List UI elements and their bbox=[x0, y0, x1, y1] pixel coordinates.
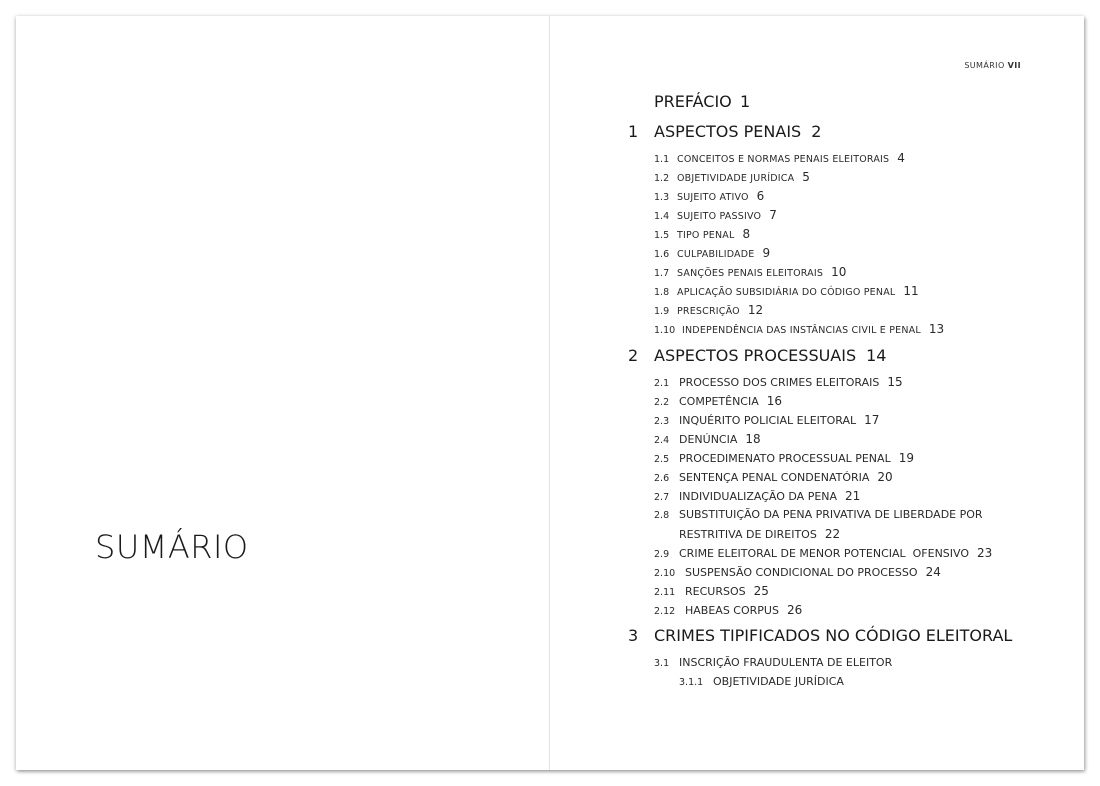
toc-section[interactable] bbox=[654, 413, 879, 429]
section-number: 1.4 bbox=[654, 211, 670, 222]
section-title: CRIME ELEITORAL DE MENOR POTENCIAL OFENSIVO bbox=[679, 547, 970, 560]
section-title: OBJETIVIDADE JURÍDICA bbox=[677, 173, 795, 184]
section-page: 21 bbox=[845, 489, 861, 503]
toc-section[interactable] bbox=[654, 208, 777, 224]
section-title: PROCESSO DOS CRIMES ELEITORAIS bbox=[679, 376, 880, 389]
section-page: 9 bbox=[762, 246, 771, 260]
book-spread bbox=[16, 16, 1084, 770]
section-number: 1.9 bbox=[654, 306, 670, 317]
right-page bbox=[550, 16, 1084, 770]
section-title: TIPO PENAL bbox=[677, 230, 735, 241]
section-number: 2.8 bbox=[654, 510, 670, 521]
section-number: 2.4 bbox=[654, 435, 670, 446]
section-title: SANÇÕES PENAIS ELEITORAIS bbox=[677, 268, 824, 279]
toc-section[interactable] bbox=[654, 284, 919, 300]
subsection-number: 3.1.1 bbox=[679, 677, 704, 688]
toc-section[interactable] bbox=[654, 656, 892, 671]
section-number: 2.5 bbox=[654, 454, 670, 465]
section-title-continuation: RESTRITIVA DE DIREITOS bbox=[679, 528, 817, 541]
section-page: 20 bbox=[877, 470, 893, 484]
subsection-title: OBJETIVIDADE JURÍDICA bbox=[713, 675, 844, 688]
section-title: SUBSTITUIÇÃO DA PENA PRIVATIVA DE LIBERDADE POR bbox=[679, 508, 983, 521]
running-head-label: SUMÁRIO bbox=[964, 61, 1005, 70]
section-title: SUSPENSÃO CONDICIONAL DO PROCESSO bbox=[685, 566, 918, 579]
section-page: 4 bbox=[897, 151, 905, 165]
section-title: RECURSOS bbox=[685, 585, 746, 598]
running-head bbox=[964, 61, 1021, 70]
section-number: 1.3 bbox=[654, 192, 670, 203]
section-title: COMPETÊNCIA bbox=[679, 395, 759, 408]
toc-section[interactable] bbox=[654, 227, 750, 243]
section-page: 11 bbox=[903, 284, 919, 298]
section-number: 1.5 bbox=[654, 230, 670, 241]
section-page: 7 bbox=[769, 208, 777, 222]
section-number: 3.1 bbox=[654, 658, 670, 669]
section-title: APLICAÇÃO SUBSIDIÁRIA DO CÓDIGO PENAL bbox=[677, 287, 896, 298]
section-page: 5 bbox=[802, 170, 810, 184]
toc-section[interactable] bbox=[654, 189, 764, 205]
section-page: 6 bbox=[756, 189, 765, 203]
toc-section[interactable] bbox=[654, 170, 810, 186]
section-number: 1.8 bbox=[654, 287, 670, 298]
chapter-title: ASPECTOS PROCESSUAIS 14 bbox=[654, 346, 887, 365]
section-number: 2.7 bbox=[654, 492, 670, 503]
section-title: SUJEITO PASSIVO bbox=[677, 211, 762, 222]
chapter-number: 1 bbox=[628, 122, 639, 141]
section-title: INSCRIÇÃO FRAUDULENTA DE ELEITOR bbox=[679, 656, 893, 669]
section-page: 17 bbox=[864, 413, 880, 427]
section-title: DENÚNCIA bbox=[679, 433, 738, 446]
section-title: SENTENÇA PENAL CONDENATÓRIA bbox=[679, 471, 870, 484]
section-page: 26 bbox=[786, 603, 803, 617]
toc-preface-page: 1 bbox=[740, 92, 751, 111]
toc-section[interactable] bbox=[654, 470, 893, 486]
section-title: PROCEDIMENATO PROCESSUAL PENAL bbox=[679, 452, 891, 465]
section-number: 2.1 bbox=[654, 378, 670, 389]
page-title: SUMÁRIO bbox=[95, 528, 249, 566]
toc-subsection[interactable] bbox=[679, 675, 844, 690]
section-title: HABEAS CORPUS bbox=[685, 604, 779, 617]
section-page: 10 bbox=[831, 265, 847, 279]
toc-section[interactable] bbox=[654, 394, 782, 410]
chapter-title: CRIMES TIPIFICADOS NO CÓDIGO ELEITORAL bbox=[654, 626, 1013, 645]
section-page: 19 bbox=[898, 451, 914, 465]
toc-section[interactable] bbox=[654, 303, 763, 319]
section-page: 22 bbox=[824, 527, 841, 541]
section-page: 16 bbox=[766, 394, 783, 408]
section-page: 13 bbox=[928, 322, 945, 336]
section-title: INDIVIDUALIZAÇÃO DA PENA bbox=[679, 490, 838, 503]
section-page: 24 bbox=[925, 565, 941, 579]
toc-section[interactable] bbox=[654, 451, 914, 467]
section-title: CULPABILIDADE bbox=[677, 249, 755, 260]
section-title: INQUÉRITO POLICIAL ELEITORAL bbox=[679, 414, 857, 427]
section-title: INDEPENDÊNCIA DAS INSTÂNCIAS CIVIL E PENAL bbox=[682, 325, 921, 336]
chapter-page: 14 bbox=[866, 346, 887, 365]
section-number: 1.1 bbox=[654, 154, 670, 165]
section-number: 1.7 bbox=[654, 268, 670, 279]
section-title: PRESCRIÇÃO bbox=[677, 306, 740, 317]
toc-section[interactable] bbox=[654, 565, 941, 581]
toc-section[interactable] bbox=[654, 322, 944, 338]
section-page: 8 bbox=[742, 227, 751, 241]
section-number: 2.3 bbox=[654, 416, 670, 427]
toc-section[interactable] bbox=[654, 546, 992, 562]
section-number: 2.11 bbox=[654, 587, 676, 598]
toc-section-continuation[interactable] bbox=[679, 527, 840, 542]
toc-section[interactable] bbox=[654, 603, 802, 619]
chapter-number: 2 bbox=[628, 346, 639, 365]
section-page: 25 bbox=[753, 584, 769, 598]
toc-section[interactable] bbox=[654, 584, 769, 600]
toc-preface-title: PREFÁCIO bbox=[654, 92, 732, 111]
chapter-page: 2 bbox=[811, 122, 822, 141]
section-number: 2.10 bbox=[654, 568, 676, 579]
toc-section[interactable] bbox=[654, 489, 860, 505]
section-number: 2.12 bbox=[654, 606, 676, 617]
toc-section[interactable] bbox=[654, 246, 770, 262]
toc-section[interactable] bbox=[654, 432, 761, 448]
section-number: 1.6 bbox=[654, 249, 670, 260]
section-number: 2.6 bbox=[654, 473, 670, 484]
toc-section[interactable] bbox=[654, 265, 846, 281]
section-page: 23 bbox=[977, 546, 993, 560]
section-number: 2.2 bbox=[654, 397, 670, 408]
section-number: 1.2 bbox=[654, 173, 670, 184]
section-page: 18 bbox=[745, 432, 761, 446]
chapter-number: 3 bbox=[628, 626, 639, 645]
section-number: 1.10 bbox=[654, 325, 676, 336]
section-title: CONCEITOS E NORMAS PENAIS ELEITORAIS bbox=[677, 154, 890, 165]
section-page: 12 bbox=[747, 303, 764, 317]
section-page: 15 bbox=[887, 375, 903, 389]
page-folio: VII bbox=[1007, 61, 1021, 70]
section-title: SUJEITO ATIVO bbox=[677, 192, 749, 203]
left-page bbox=[16, 16, 549, 770]
toc-section[interactable] bbox=[654, 508, 983, 523]
chapter-title: ASPECTOS PENAIS 2 bbox=[654, 122, 822, 141]
toc-section[interactable] bbox=[654, 151, 905, 167]
section-number: 2.9 bbox=[654, 549, 670, 560]
toc-section[interactable] bbox=[654, 375, 903, 391]
